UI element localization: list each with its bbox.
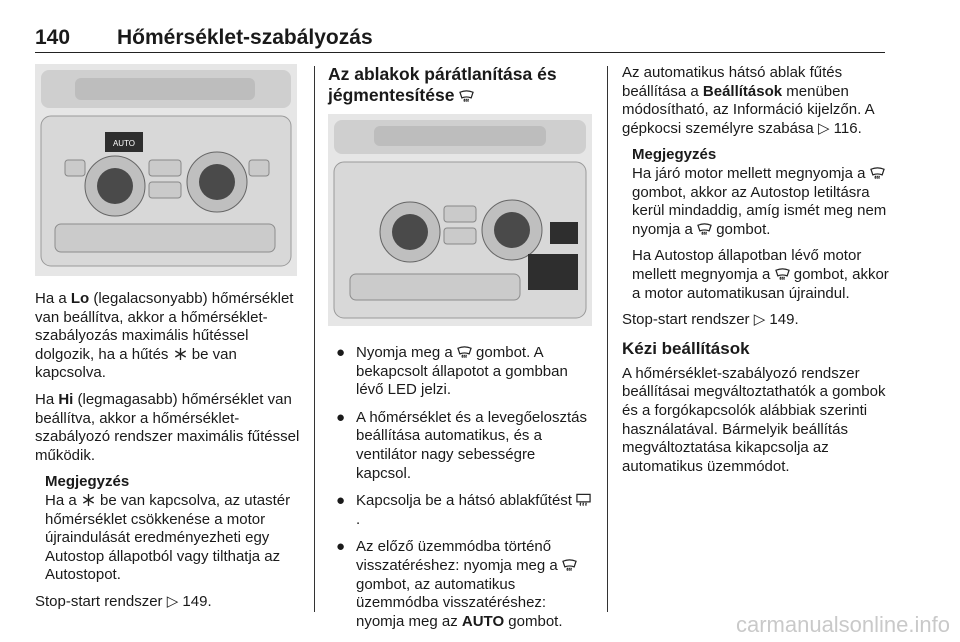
climate-panel-image-defrost — [328, 114, 592, 326]
snowflake-icon — [173, 347, 188, 361]
arrow-icon: ▷ — [817, 119, 830, 137]
snowflake-icon — [81, 493, 96, 507]
windscreen-defrost-icon — [697, 222, 712, 236]
defrost-steps-list — [328, 344, 593, 631]
reference-stop-start[interactable]: Stop-start rendszer ▷ 149. — [622, 311, 799, 329]
note-cooling: Megjegyzés Ha a be van kapcsolva, az utastér hőmérséklet csökkenése a motor újraindulását eredményezheti egy Autostop állapotból vagy tilthatja az Autostopot. — [45, 473, 300, 585]
paragraph-manual: A hőmérséklet-szabályozó rendszer beállításai megváltoztathatók a gombok és a forgókapcsolók alábbiak szerinti használatával. Bármelyik beállítás megváltoztatása kikapcsolja az automatikus üzemmódot. — [622, 364, 886, 475]
paragraph-rear-window: Az automatikus hátsó ablak fűtés beállítása a Beállítások menüben módosítható, az Információ kijelzőn. A gépkocsi személyre szabása ▷ 116. — [622, 64, 874, 137]
list-item: ● A hőmérséklet és a levegőelosztás beállítása automatikus, és a ventilátor nagy sebességre kapcsol. — [336, 408, 587, 482]
page-number: 140 — [35, 26, 71, 49]
climate-panel-image-auto — [35, 64, 297, 276]
note-autostop: Megjegyzés Ha járó motor mellett megnyomja a gombot, akkor az Autostop letiltásra kerül mindaddig, amíg ismét meg nem nyomja a gombot. Ha Autostop állapotban lévő motor mellett megnyomja a gombot, akkor a motor automatikusan újraindul. — [632, 146, 889, 302]
column-divider — [314, 66, 315, 612]
column-divider — [607, 66, 608, 612]
list-item: ● Kapcsolja be a hátsó ablakfűtést . — [328, 492, 593, 529]
page-title: Hőmérséklet-szabályozás — [117, 26, 373, 49]
paragraph-lo: Ha a Lo (legalacsonyabb) hőmérséklet van beállítva, akkor a hőmérséklet-szabályozás maximális hűtéssel dolgozik, ha a hűtés be van kapcsolva. — [35, 290, 294, 382]
auto-label: AUTO — [112, 139, 136, 148]
arrow-icon: ▷ — [753, 311, 766, 329]
windscreen-defrost-icon — [459, 89, 474, 103]
page-header — [35, 22, 885, 53]
section-heading-manual: Kézi beállítások — [622, 338, 750, 358]
list-item: ● Nyomja meg a gombot. A bekapcsolt állapotot a gombban lévő LED jelzi. — [336, 344, 568, 399]
rear-window-heating-icon — [576, 493, 591, 507]
column-middle — [328, 64, 593, 640]
note-heading: Megjegyzés — [632, 146, 717, 164]
windscreen-defrost-icon — [457, 345, 472, 359]
windscreen-defrost-icon — [775, 267, 790, 281]
arrow-icon: ▷ — [166, 592, 179, 610]
note-heading: Megjegyzés — [45, 473, 130, 491]
watermark: carmanualsonline.info — [735, 612, 950, 637]
windscreen-defrost-icon — [870, 166, 885, 180]
column-left — [35, 64, 300, 620]
section-heading-defrost: Az ablakok párátlanítása és jégmentesítése — [328, 64, 557, 105]
reference-stop-start[interactable]: Stop-start rendszer ▷ 149. — [35, 592, 212, 610]
list-item: ● Az előző üzemmódba történő visszatéréshez: nyomja meg a gombot, az automatikus üzemmódba visszatéréshez: nyomja meg az AUTO gombot. — [328, 538, 593, 631]
paragraph-hi: Ha Hi (legmagasabb) hőmérséklet van beállítva, akkor a hőmérséklet-szabályozó rendszer maximális fűtéssel működik. — [35, 390, 300, 464]
column-right — [622, 64, 890, 484]
windscreen-defrost-icon — [562, 558, 577, 572]
